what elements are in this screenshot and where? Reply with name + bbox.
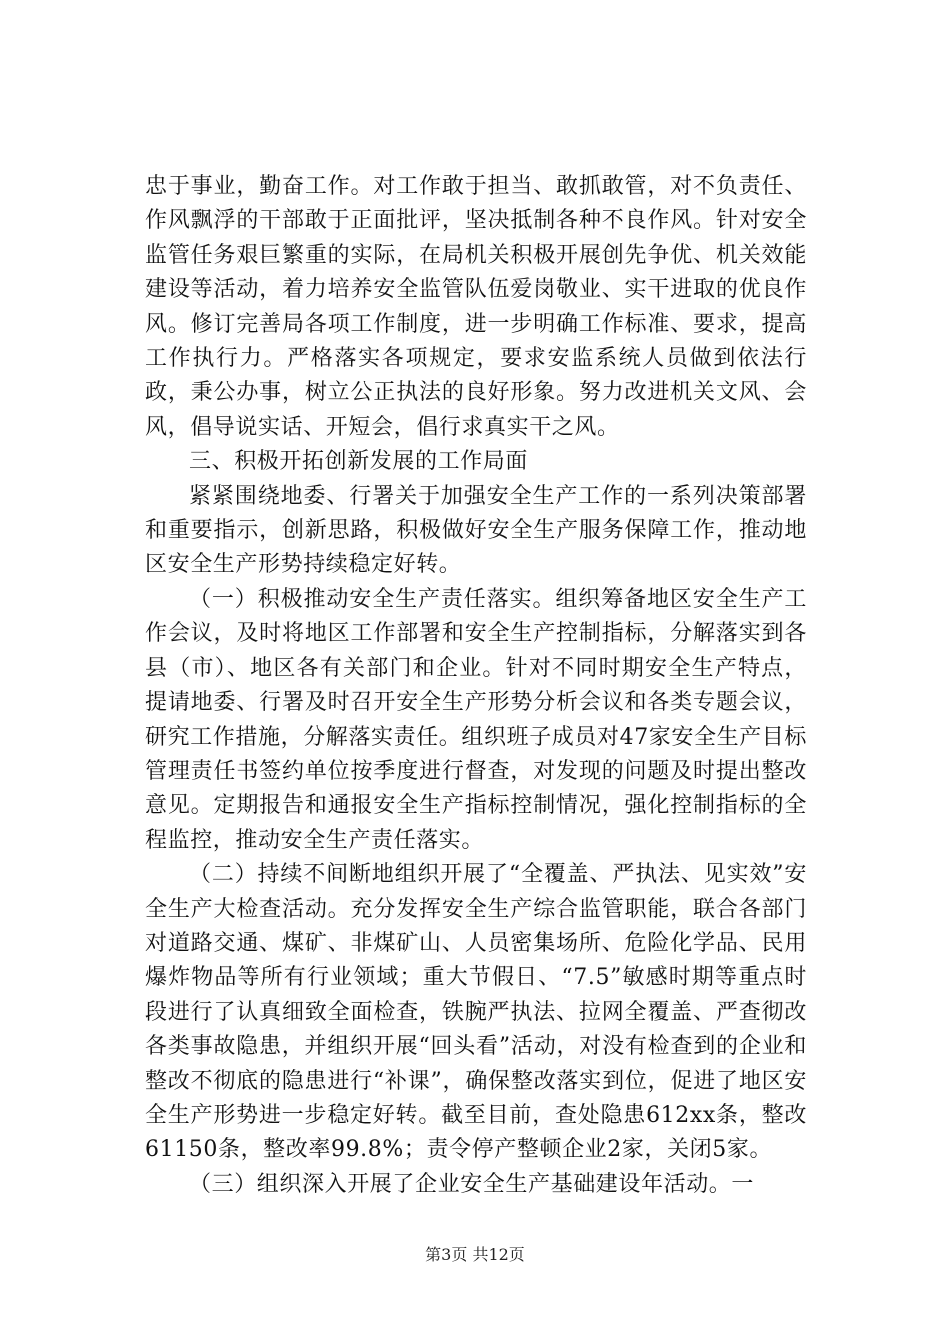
- paragraph-3: 紧紧围绕地委、行署关于加强安全生产工作的一系列决策部署和重要指示，创新思路，积极做好安全生产服务保障工作，推动地区安全生产形势持续稳定好转。: [145, 483, 807, 578]
- document-body: [145, 170, 807, 1202]
- paragraph-item-3: （三）组织深入开展了企业安全生产基础建设年活动。一: [189, 1171, 755, 1197]
- paragraph-item-2: （二）持续不间断地组织开展了“全覆盖、严执法、见实效”安全生产大检查活动。充分发挥安全生产综合监管职能，联合各部门对道路交通、煤矿、非煤矿山、人员密集场所、危险化学品、民用爆炸物品等所有行业领域；重大节假日、“7.5”敏感时期等重点时段进行了认真细致全面检查，铁腕严执法、拉网全覆盖、严查彻改各类事故隐患，并组织开展“回头看”活动，对没有检查到的企业和整改不彻底的隐患进行“补课”，确保整改落实到位，促进了地区安全生产形势进一步稳定好转。截至目前，查处隐患612xx条，整改61150条，整改率99.8%；责令停产整顿企业2家，关闭5家。: [145, 862, 807, 1163]
- page-number-footer: 第3页 共12页: [425, 1245, 525, 1264]
- section-heading-3: 三、积极开拓创新发展的工作局面: [189, 449, 529, 475]
- paragraph-item-1: （一）积极推动安全生产责任落实。组织筹备地区安全生产工作会议，及时将地区工作部署和安全生产控制指标，分解落实到各县（市）、地区各有关部门和企业。针对不同时期安全生产特点，提请地委、行署及时召开安全生产形势分析会议和各类专题会议，研究工作措施，分解落实责任。组织班子成员对47家安全生产目标管理责任书签约单位按季度进行督查，对发现的问题及时提出整改意见。定期报告和通报安全生产指标控制情况，强化控制指标的全程监控，推动安全生产责任落实。: [145, 586, 807, 853]
- paragraph-1: 忠于事业，勤奋工作。对工作敢于担当、敢抓敢管，对不负责任、作风飘浮的干部敢于正面批评，坚决抵制各种不良作风。针对安全监管任务艰巨繁重的实际，在局机关积极开展创先争优、机关效能建设等活动，着力培养安全监管队伍爱岗敬业、实干进取的优良作风。修订完善局各项工作制度，进一步明确工作标准、要求，提高工作执行力。严格落实各项规定，要求安监系统人员做到依法行政，秉公办事，树立公正执法的良好形象。努力改进机关文风、会风，倡导说实话、开短会，倡行求真实干之风。: [145, 174, 807, 440]
